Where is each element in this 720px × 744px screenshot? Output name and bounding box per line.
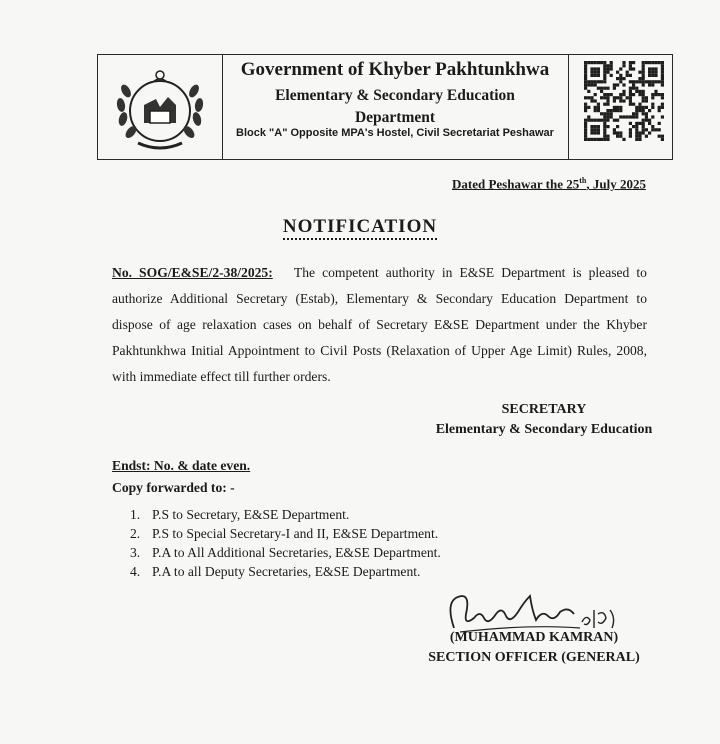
notification-heading: NOTIFICATION bbox=[0, 216, 720, 238]
date-line: Dated Peshawar the 25th, July 2025 bbox=[452, 176, 646, 192]
endorsement-label: Endst: No. & date even. bbox=[112, 458, 251, 473]
government-title: Government of Khyber Pakhtunkhwa bbox=[240, 59, 550, 80]
list-item: 1. P.S to Secretary, E&SE Department. bbox=[130, 507, 350, 522]
notification-body bbox=[112, 260, 647, 390]
secretary-signatory: SECRETARY Elementary & Secondary Education bbox=[435, 402, 653, 437]
office-address: Block "A" Opposite MPA's Hostel, Civil Secretariat Peshawar bbox=[236, 127, 554, 139]
copy-forwarded-label: Copy forwarded to: - bbox=[112, 480, 235, 495]
list-item: 4. P.A to all Deputy Secretaries, E&SE Department. bbox=[130, 564, 421, 579]
list-item: 2. P.S to Special Secretary-I and II, E&SE Department. bbox=[130, 526, 439, 541]
kp-emblem-icon bbox=[104, 61, 216, 155]
distribution-list bbox=[130, 505, 441, 581]
body-paragraph: The competent authority in E&SE Department is pleased to authorize Additional Secretary (Estab), Elementary & Secondary Education Department to dispose of age relaxation cases on behalf of Secretary E&SE Department under the Khyber Pakhtunkhwa Initial Appointment to Civil Posts (Relaxation of Upper Age Limit) Rules, 2008, with immediate effect till further orders. bbox=[112, 265, 647, 384]
list-item: 3. P.A to All Additional Secretaries, E&SE Department. bbox=[130, 545, 441, 560]
reference-number: No. SOG/E&SE/2-38/2025: bbox=[112, 265, 273, 280]
section-officer-signatory: (MUHAMMAD KAMRAN) SECTION OFFICER (GENERAL) bbox=[428, 630, 640, 665]
qr-code-icon bbox=[584, 61, 664, 141]
letterhead bbox=[97, 54, 673, 160]
department-name: Elementary & Secondary Education Department bbox=[275, 87, 515, 126]
